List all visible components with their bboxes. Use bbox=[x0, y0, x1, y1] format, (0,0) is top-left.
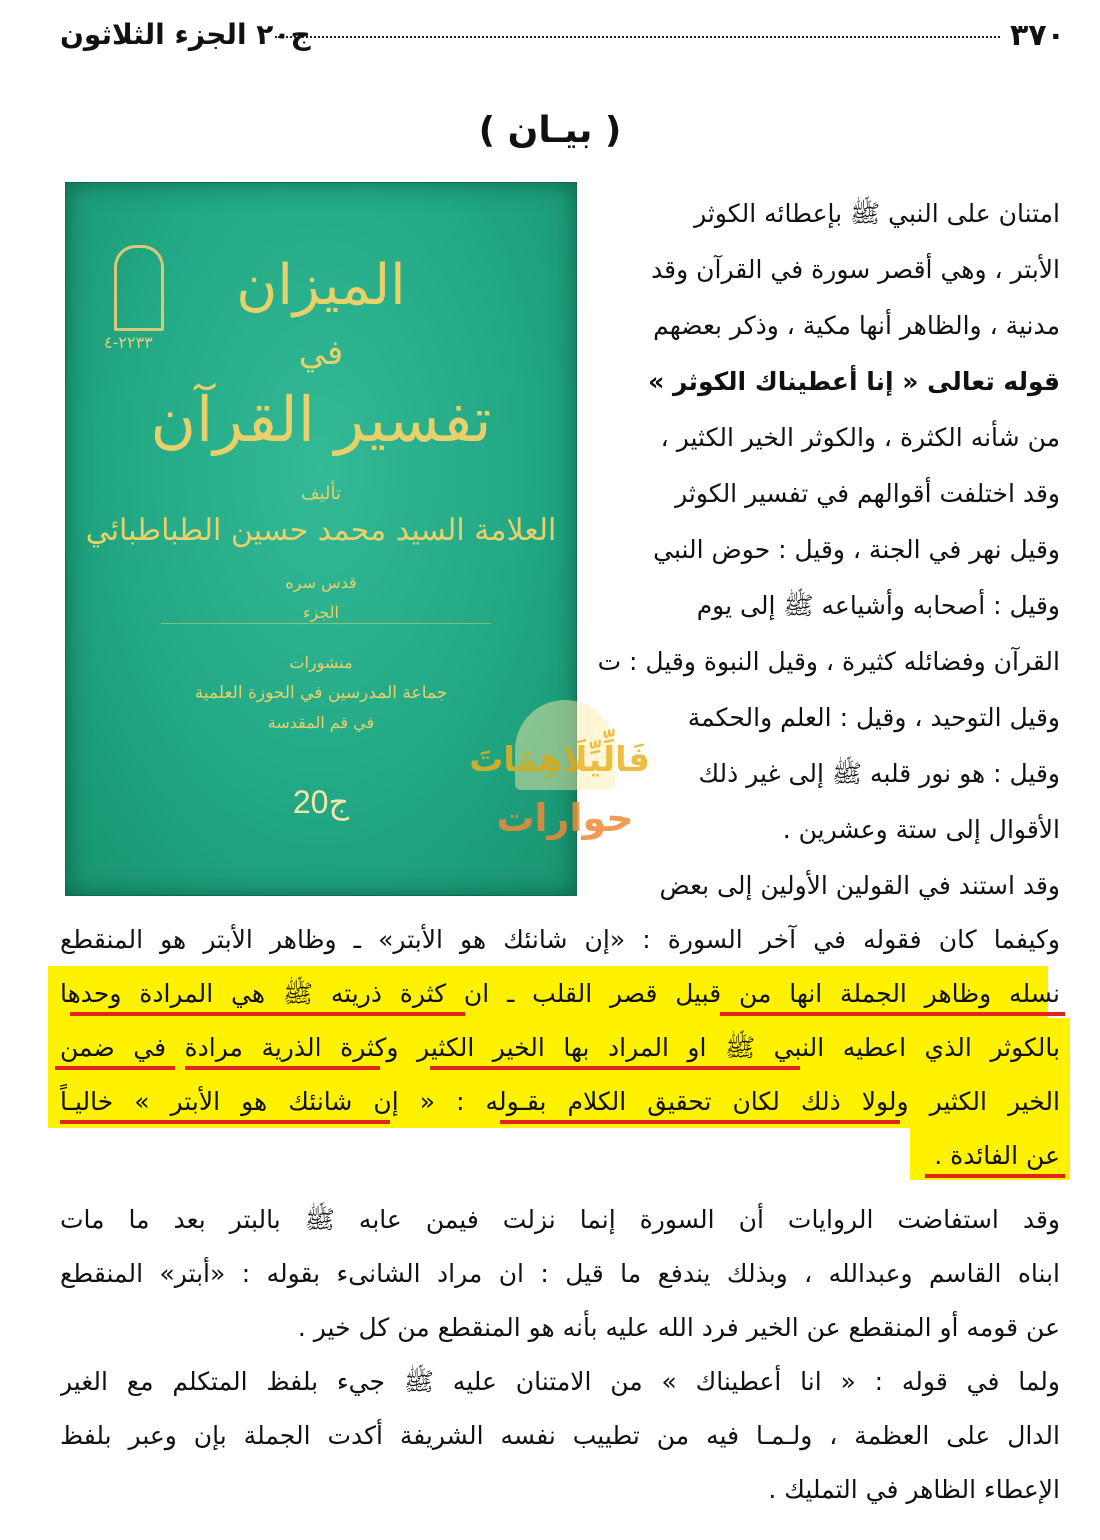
text-line: وقيل : أصحابه وأشياعه ﷺ إلى يوم bbox=[696, 591, 1060, 620]
red-underline bbox=[60, 1120, 390, 1124]
red-underline bbox=[70, 1012, 465, 1016]
text-line: وكيفما كان فقوله في آخر السورة : «إن شانئك هو الأبتر» ـ وظاهر الأبتر هو المنقطع bbox=[60, 925, 1060, 954]
cover-by: تأليف bbox=[300, 483, 342, 504]
cover-title-mid: في bbox=[298, 333, 344, 373]
text-line: من شأنه الكثرة ، والكوثر الخير الكثير ، bbox=[660, 423, 1060, 452]
text-line: الأقوال إلى ستة وعشرين . bbox=[782, 815, 1060, 844]
watermark-line2: حوارات bbox=[496, 796, 634, 840]
cover-line: قدس سره bbox=[285, 573, 357, 592]
text-line: ولما في قوله : « انا أعطيناك » من الامتنان عليه ﷺ جيء بلفظ المتكلم مع الغير bbox=[60, 1367, 1060, 1396]
page-number: ٣٧٠ bbox=[1010, 18, 1065, 53]
header-dotted-rule bbox=[275, 36, 1000, 38]
text-line: قوله تعالى « إنا أعطيناك الكوثر » bbox=[648, 367, 1060, 396]
cover-line: منشورات bbox=[289, 653, 353, 672]
cover-volume: ج20 bbox=[292, 784, 350, 820]
cover-line: الجزء bbox=[303, 603, 339, 622]
text-line: امتنان على النبي ﷺ بإعطائه الكوثر bbox=[694, 199, 1060, 228]
text-line: وقيل : هو نور قلبه ﷺ إلى غير ذلك bbox=[698, 759, 1060, 788]
text-line-highlighted: عن الفائدة . bbox=[934, 1141, 1060, 1170]
text-line: الدال على العظمة ، ولـمـا فيه من تطييب نفسه الشريفة أكدت الجملة بإن وعبر بلفظ bbox=[60, 1421, 1060, 1450]
emblem-number: ٢٢٣٣-٤ bbox=[104, 333, 153, 352]
text-line-highlighted: الخير الكثير ولولا ذلك لكان تحقيق الكلام بقـوله : « إن شانئك هو الأبتر » خاليـاً bbox=[60, 1087, 1060, 1116]
red-underline bbox=[500, 1120, 900, 1124]
red-underline bbox=[430, 1066, 800, 1070]
text-line: الأبتر ، وهي أقصر سورة في القرآن وقد bbox=[651, 255, 1060, 284]
section-title: ( بيـان ) bbox=[478, 110, 622, 151]
text-line-highlighted: بالكوثر الذي اعطيه النبي ﷺ او المراد بها الخير الكثير وكثرة الذرية مرادة في ضمن bbox=[60, 1033, 1060, 1062]
text-line: مدنية ، والظاهر أنها مكية ، وذكر بعضهم bbox=[653, 311, 1060, 340]
text-line: الإعطاء الظاهر في التمليك . bbox=[768, 1475, 1060, 1504]
red-underline bbox=[925, 1174, 1065, 1178]
text-line: القرآن وفضائله كثيرة ، وقيل النبوة وقيل : ت bbox=[597, 647, 1060, 676]
text-line: ابناه القاسم وعبدالله ، وبذلك يندفع ما قيل : ان مراد الشانىء بقوله : «أبتر» المنقطع bbox=[60, 1259, 1060, 1288]
red-underline bbox=[55, 1066, 175, 1070]
text-line: وقد اختلفت أقوالهم في تفسير الكوثر bbox=[675, 479, 1060, 508]
cover-author: العلامة السيد محمد حسين الطباطبائي bbox=[85, 513, 557, 548]
cover-line: في قم المقدسة bbox=[267, 713, 375, 732]
text-line: وقيل نهر في الجنة ، وقيل : حوض النبي bbox=[653, 535, 1060, 564]
watermark-line1: فَالِّيِّلَاهِمَاتَ bbox=[469, 740, 650, 780]
text-line: وقد استفاضت الروايات أن السورة إنما نزلت فيمن عابه ﷺ بالبتر بعد ما مات bbox=[60, 1205, 1060, 1234]
cover-line: جماعة المدرسين في الحوزة العلمية bbox=[194, 683, 448, 703]
red-underline bbox=[720, 1012, 1065, 1016]
cover-title-main: تفسير القرآن bbox=[150, 383, 492, 456]
text-line-highlighted: نسله وظاهر الجملة انها من قبيل قصر القلب ـ ان كثرة ذريته ﷺ هي المرادة وحدها bbox=[60, 979, 1060, 1008]
volume-label: ج٢٠ الجزء الثلاثون bbox=[60, 18, 311, 51]
red-underline bbox=[185, 1066, 380, 1070]
watermark-logo bbox=[469, 700, 650, 870]
text-line: عن قومه أو المنقطع عن الخير فرد الله عليه بأنه هو المنقطع من كل خير . bbox=[297, 1313, 1060, 1342]
text-line: وقيل التوحيد ، وقيل : العلم والحكمة bbox=[687, 703, 1060, 732]
cover-title-top: الميزان bbox=[236, 253, 406, 318]
text-line: وقد استند في القولين الأولين إلى بعض bbox=[659, 871, 1060, 900]
